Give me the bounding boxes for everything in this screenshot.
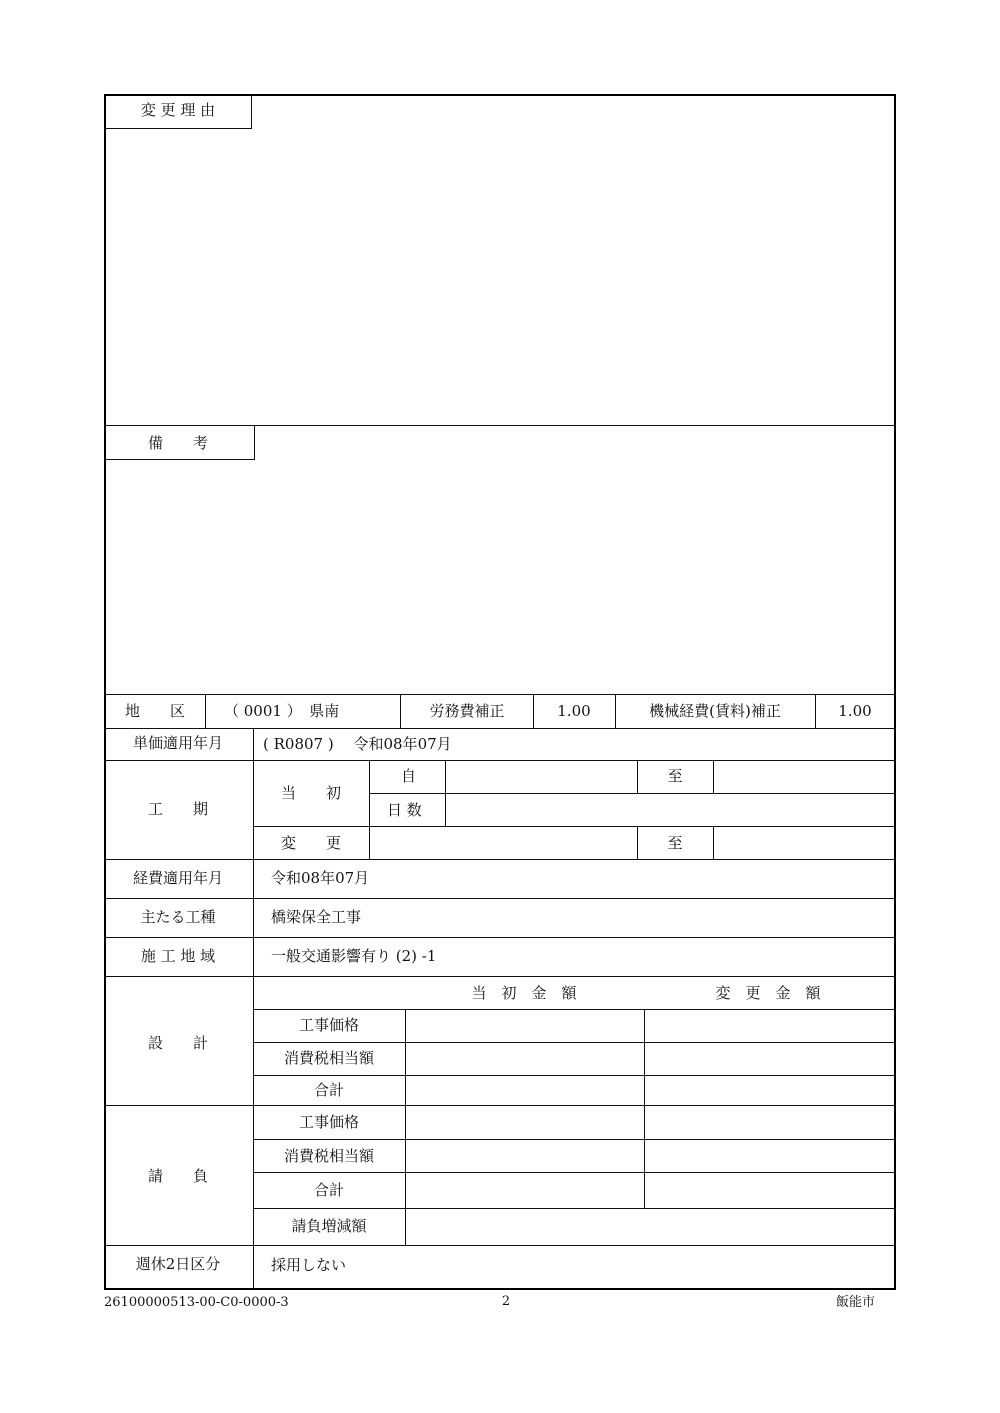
labor-correction-label: 労務費補正 <box>429 702 505 720</box>
period-initial-label: 当 初 <box>280 784 342 802</box>
machine-correction-label: 機械経費(賃料)補正 <box>649 702 781 720</box>
period-change-to-label: 至 <box>667 834 683 852</box>
frame-bottom <box>104 1288 896 1290</box>
period-days-label: 日 数 <box>387 801 422 819</box>
change-reason-label: 変 更 理 由 <box>140 101 216 119</box>
design-label: 設 計 <box>147 1034 209 1052</box>
period-label: 工 期 <box>147 800 209 818</box>
district-label: 地 区 <box>124 702 186 720</box>
remarks-top-line <box>104 425 896 426</box>
district-value: （ 0001 ） 県南 <box>224 702 340 720</box>
machine-correction-value: 1.00 <box>838 702 872 720</box>
expense-date-value: 令和08年07月 <box>271 869 370 887</box>
contract-label: 請 負 <box>147 1167 209 1185</box>
area-label: 施 工 地 域 <box>140 947 216 965</box>
design-row-price: 工事価格 <box>298 1016 360 1034</box>
design-row-total: 合計 <box>313 1081 345 1099</box>
period-from-label: 自 <box>401 767 417 785</box>
frame-top <box>104 94 896 96</box>
main-work-label: 主たる工種 <box>140 908 216 926</box>
expense-date-label: 経費適用年月 <box>132 869 224 887</box>
initial-amount-header: 当 初 金 額 <box>471 984 577 1002</box>
labor-correction-value: 1.00 <box>557 702 591 720</box>
contract-row-tax: 消費税相当額 <box>283 1147 375 1165</box>
main-work-value: 橋梁保全工事 <box>271 908 362 926</box>
contract-row-total: 合計 <box>313 1181 345 1199</box>
unit-price-date-label: 単価適用年月 <box>132 734 224 752</box>
changed-amount-header: 変 更 金 額 <box>715 984 821 1002</box>
frame-right <box>894 94 896 1289</box>
footer-page-number: 2 <box>501 1294 511 1309</box>
weekly-holiday-value: 採用しない <box>271 1256 347 1274</box>
footer-city: 飯能市 <box>836 1295 876 1310</box>
contract-row-price: 工事価格 <box>298 1113 360 1131</box>
area-value: 一般交通影響有り (2) -1 <box>271 947 437 965</box>
unit-price-date-value: ( R0807 ) 令和08年07月 <box>263 735 452 753</box>
frame-left <box>104 94 106 1289</box>
remarks-label: 備 考 <box>147 434 209 452</box>
contract-row-diff: 請負増減額 <box>291 1217 367 1235</box>
period-to-label: 至 <box>667 767 683 785</box>
design-row-tax: 消費税相当額 <box>283 1049 375 1067</box>
weekly-holiday-label: 週休2日区分 <box>135 1255 221 1273</box>
period-change-label: 変 更 <box>280 834 342 852</box>
footer-doc-id: 26100000513-00-C0-0000-3 <box>104 1295 289 1310</box>
